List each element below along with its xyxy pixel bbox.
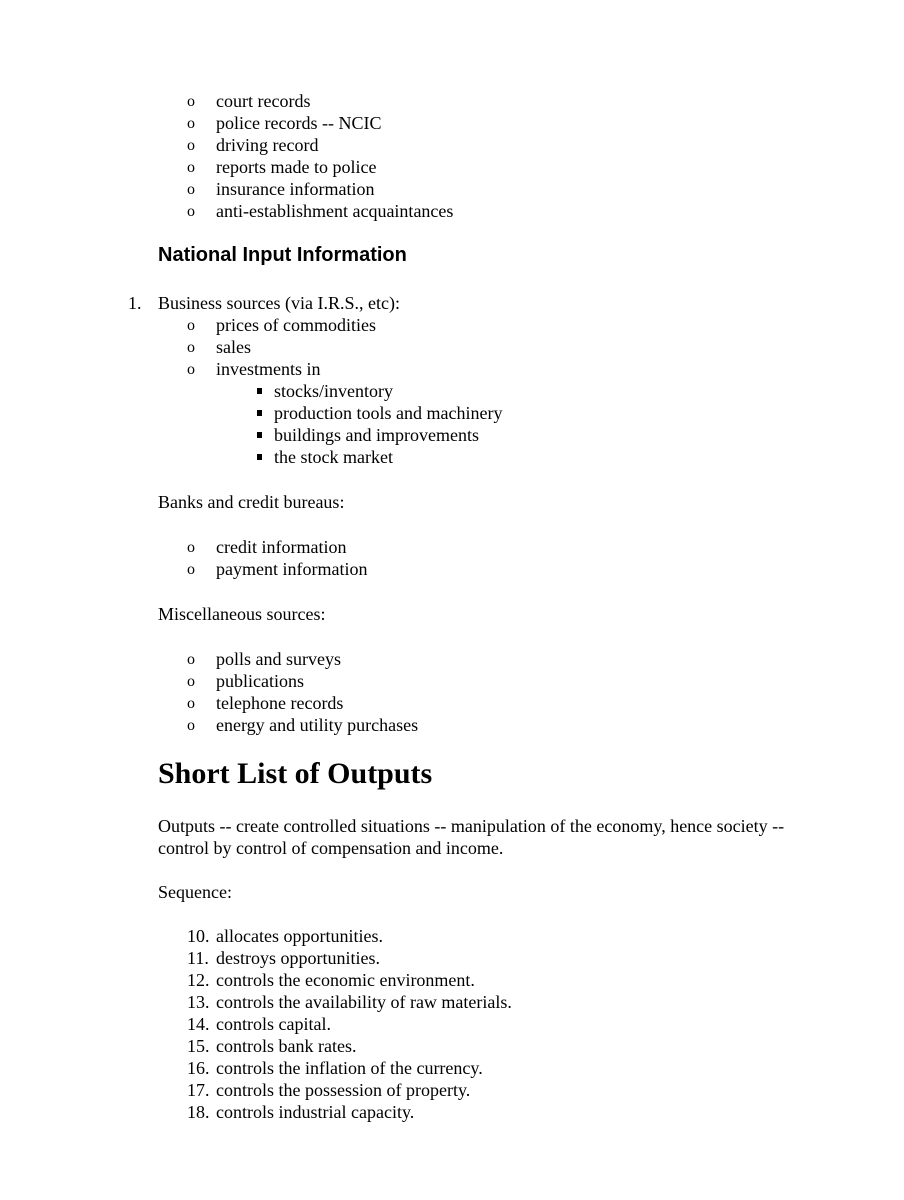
list-item: 18. controls industrial capacity. xyxy=(187,1102,415,1122)
circle-bullet-icon: o xyxy=(187,339,195,356)
banks-label: Banks and credit bureaus: xyxy=(158,492,345,512)
circle-bullet-icon: o xyxy=(187,137,195,154)
investments-list xyxy=(0,380,904,468)
sequence-label: Sequence: xyxy=(158,882,232,902)
circle-bullet-icon: o xyxy=(187,717,195,734)
list-item: 10. allocates opportunities. xyxy=(187,926,383,946)
circle-bullet-icon: o xyxy=(187,673,195,690)
business-list xyxy=(0,314,904,380)
circle-bullet-icon: o xyxy=(187,561,195,578)
list-item: o credit information xyxy=(0,536,904,558)
outputs-heading: Short List of Outputs xyxy=(158,757,433,790)
list-item: buildings and improvements xyxy=(0,424,904,446)
banks-list xyxy=(0,536,904,580)
list-item: o police records -- NCIC xyxy=(0,112,904,134)
business-sources-item xyxy=(0,292,904,314)
list-item: the stock market xyxy=(0,446,904,468)
list-item: 13. controls the availability of raw materials. xyxy=(187,992,512,1012)
outputs-paragraph: Outputs -- create controlled situations -- manipulation of the economy, hence society -- control by control of compensation and income. xyxy=(158,816,785,858)
circle-bullet-icon: o xyxy=(187,539,195,556)
circle-bullet-icon: o xyxy=(187,203,195,220)
circle-bullet-icon: o xyxy=(187,115,195,132)
circle-bullet-icon: o xyxy=(187,159,195,176)
item-number: 1. xyxy=(128,293,142,313)
national-input-heading: National Input Information xyxy=(158,244,407,266)
circle-bullet-icon: o xyxy=(187,93,195,110)
list-item: o energy and utility purchases xyxy=(0,714,904,736)
list-item: 17. controls the possession of property. xyxy=(187,1080,471,1100)
sequence-list xyxy=(0,925,904,1123)
list-item: 15. controls bank rates. xyxy=(187,1036,357,1056)
square-bullet-icon xyxy=(257,388,262,394)
list-item: o polls and surveys xyxy=(0,648,904,670)
circle-bullet-icon: o xyxy=(187,317,195,334)
list-item: o sales xyxy=(0,336,904,358)
circle-bullet-icon: o xyxy=(187,651,195,668)
list-item: 16. controls the inflation of the currency. xyxy=(187,1058,483,1078)
list-item: o court records xyxy=(0,90,904,112)
square-bullet-icon xyxy=(257,432,262,438)
list-item: o investments in xyxy=(0,358,904,380)
list-item: production tools and machinery xyxy=(0,402,904,424)
business-sources-label: Business sources (via I.R.S., etc): xyxy=(158,293,400,313)
circle-bullet-icon: o xyxy=(187,695,195,712)
list-item: 14. controls capital. xyxy=(187,1014,331,1034)
list-item: stocks/inventory xyxy=(0,380,904,402)
list-item: 12. controls the economic environment. xyxy=(187,970,475,990)
list-item: o driving record xyxy=(0,134,904,156)
misc-list xyxy=(0,648,904,736)
circle-bullet-icon: o xyxy=(187,361,195,378)
list-item: 11. destroys opportunities. xyxy=(187,948,380,968)
list-item: o reports made to police xyxy=(0,156,904,178)
list-item: o anti-establishment acquaintances xyxy=(0,200,904,222)
square-bullet-icon xyxy=(257,410,262,416)
list-item: o telephone records xyxy=(0,692,904,714)
list-item: o payment information xyxy=(0,558,904,580)
misc-label: Miscellaneous sources: xyxy=(158,604,326,624)
square-bullet-icon xyxy=(257,454,262,460)
list-item: o insurance information xyxy=(0,178,904,200)
records-list xyxy=(0,90,904,222)
list-item: o publications xyxy=(0,670,904,692)
circle-bullet-icon: o xyxy=(187,181,195,198)
list-item: o prices of commodities xyxy=(0,314,904,336)
